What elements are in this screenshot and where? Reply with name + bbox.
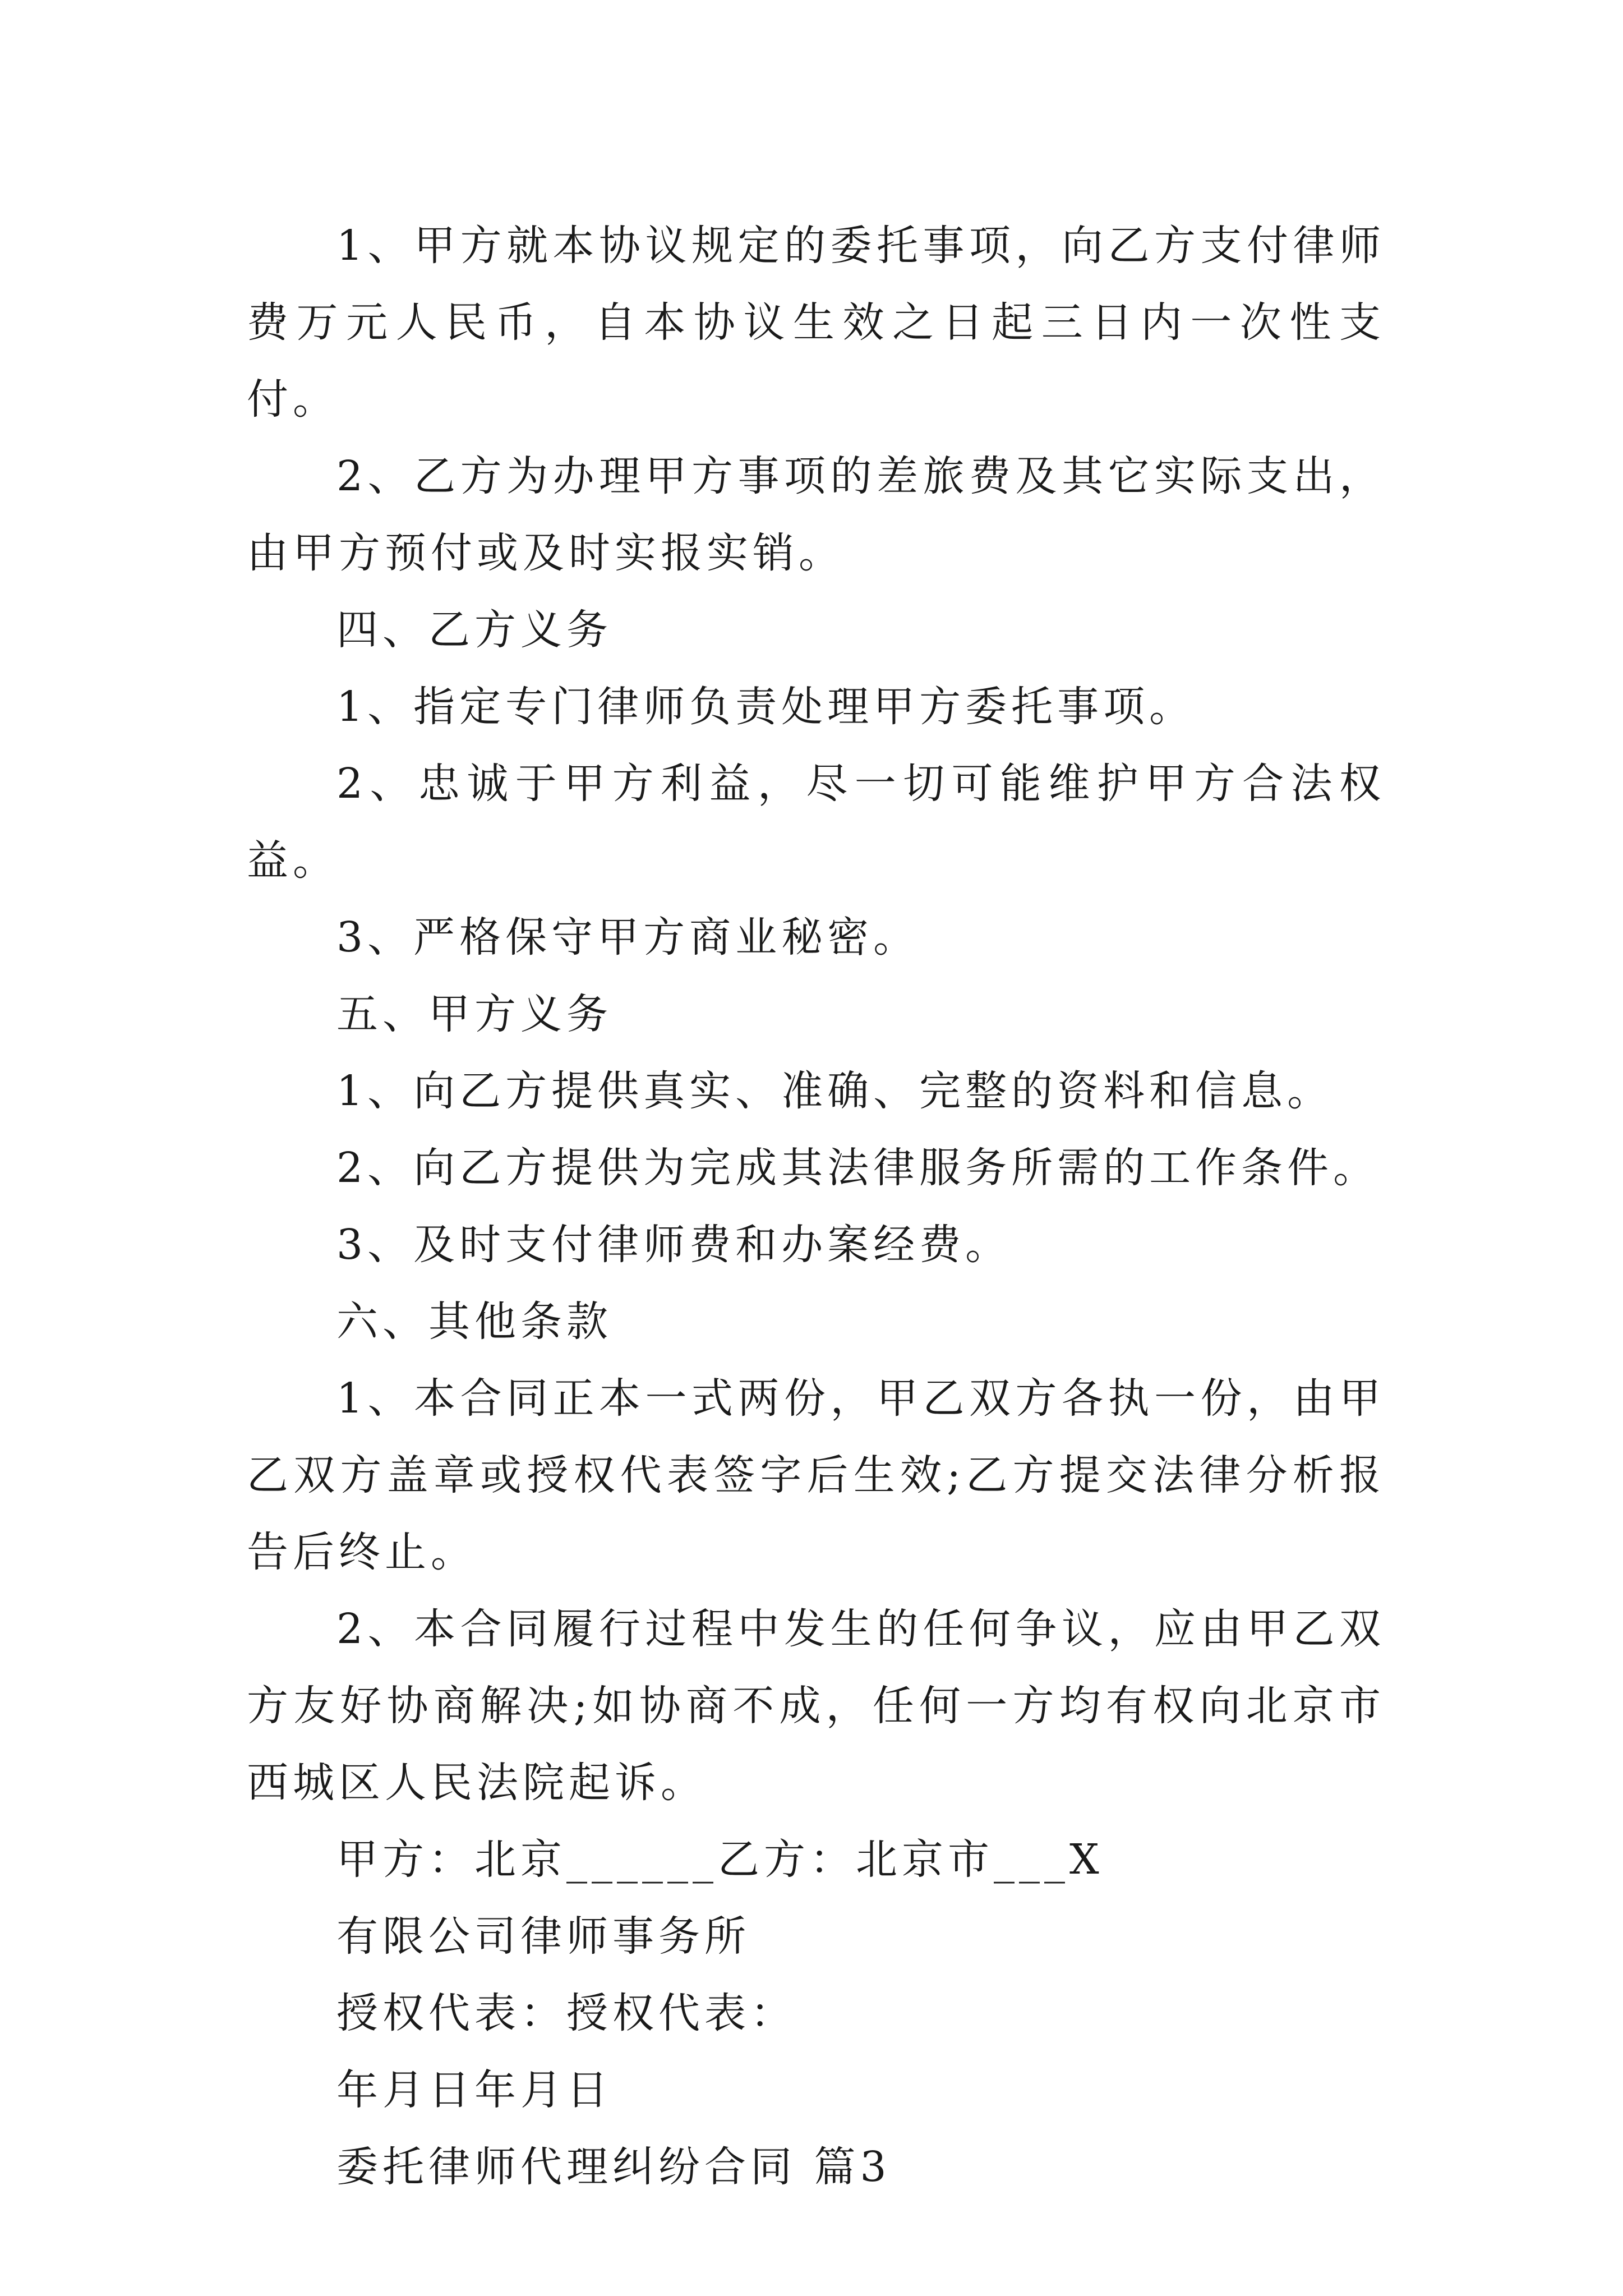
list-item: 3、严格保守甲方商业秘密。	[336, 913, 920, 961]
signature-representative-line: 授权代表：授权代表：	[336, 1989, 796, 2037]
list-item: 2、本合同履行过程中发生的任何争议，应由甲乙双方友好协商解决;如协商不成，任何一方均有权向北京市西城区人民法院起诉。	[247, 1605, 1385, 1807]
document-page	[247, 208, 1385, 2206]
signature-parties-line: 甲方：北京______乙方：北京市___X	[336, 1835, 1104, 1884]
list-item: 2、向乙方提供为完成其法律服务所需的工作条件。	[336, 1144, 1380, 1192]
section-heading-other-terms: 六、其他条款	[336, 1297, 612, 1346]
list-item: 1、向乙方提供真实、准确、完整的资料和信息。	[336, 1067, 1334, 1115]
section-heading-party-a-duties: 五、甲方义务	[336, 990, 612, 1038]
list-item: 1、本合同正本一式两份，甲乙双方各执一份，由甲乙双方盖章或授权代表签字后生效;乙方提交法律分析报告后终止。	[247, 1374, 1385, 1576]
signature-company-line: 有限公司律师事务所	[336, 1912, 750, 1961]
list-item: 2、忠诚于甲方利益，尽一切可能维护甲方合法权益。	[247, 760, 1385, 885]
next-section-title: 委托律师代理纠纷合同 篇3	[336, 2143, 891, 2191]
list-item: 3、及时支付律师费和办案经费。	[336, 1221, 1012, 1269]
fee-paragraph: 1、甲方就本协议规定的委托事项，向乙方支付律师费万元人民币，自本协议生效之日起三日内一次性支付。	[247, 222, 1385, 424]
list-item: 1、指定专门律师负责处理甲方委托事项。	[336, 683, 1196, 731]
section-heading-party-b-duties: 四、乙方义务	[336, 606, 612, 654]
signature-date-line: 年月日年月日	[336, 2066, 612, 2114]
expenses-paragraph: 2、乙方为办理甲方事项的差旅费及其它实际支出，由甲方预付或及时实报实销。	[247, 452, 1385, 577]
